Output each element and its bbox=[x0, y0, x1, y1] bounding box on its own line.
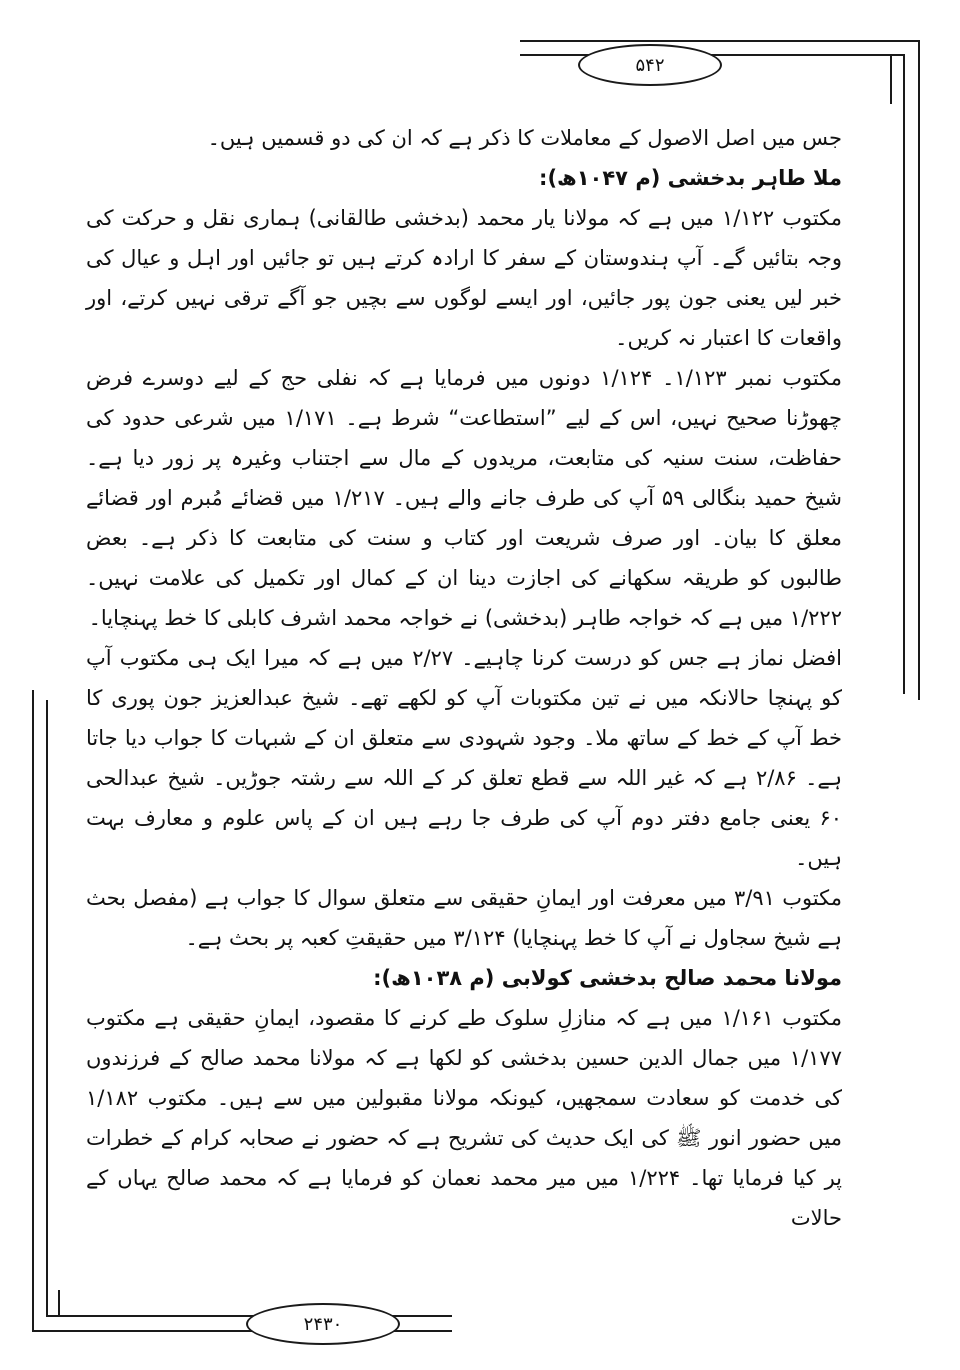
page-body-text bbox=[86, 118, 842, 1268]
frame-left-line-third bbox=[58, 1290, 60, 1315]
section-heading-mulla-tahir: ملا طاہر بدخشی (م ۱۰۴۷ھ): bbox=[539, 166, 842, 190]
frame-right-line-outer bbox=[918, 40, 920, 700]
frame-left-line-inner bbox=[46, 700, 48, 1315]
paragraph-afzal-namaz: افضل نماز ہے جس کو درست کرنا چاہیے۔ ۲/۲۷ میں ہے کہ میرا ایک ہی مکتوب آپ کو پہنچا حالانکہ میں نے تین مکتوبات آپ کو لکھے تھے۔ شیخ عبدالعزیز جون پوری کا خط آپ کے خط کے ساتھ ملا۔ وجود شہودی سے متعلق ان کے شبہات کا جواب دیا جاتا ہے۔ ۲/۸۶ ہے کہ غیر اللہ سے قطع تعلق کر کے اللہ سے رشتہ جوڑیں۔ شیخ عبدالحی ۶۰ یعنی جامع دفتر دوم آپ کی طرف جا رہے ہیں ان کے پاس علوم و معارف بہت ہیں۔ bbox=[86, 646, 843, 870]
frame-right-line-inner bbox=[903, 54, 905, 694]
page-number-bottom: ۲۴۳۰ bbox=[246, 1303, 400, 1345]
frame-left-line-outer bbox=[32, 690, 34, 1330]
frame-right-line-third bbox=[890, 54, 892, 104]
page-number-top: ۵۴۲ bbox=[578, 44, 722, 86]
paragraph-maktub-3-91: مکتوب ۳/۹۱ میں معرفت اور ایمانِ حقیقی سے متعلق سوال کا جواب ہے (مفصل بحث ہے شیخ سجاول نے آپ کا خط پہنچایا) ۳/۱۲۴ میں حقیقتِ کعبہ پر بحث ہے۔ bbox=[86, 886, 842, 950]
paragraph-maktub-122: مکتوب ۱/۱۲۲ میں ہے کہ مولانا یار محمد (بدخشی طالقانی) ہماری نقل و حرکت کی وجہ بتائیں گے۔ آپ ہندوستان کے سفر کا ارادہ کرتے ہیں تو جائیں اور اہل و عیال کی خبر لیں یعنی جون پور جائیں، اور ایسے لوگوں سے بچیں جو آگے ترقی نہیں کرتے، اور واقعات کا اعتبار نہ کریں۔ bbox=[86, 206, 842, 350]
paragraph-maktub-161: مکتوب ۱/۱۶۱ میں ہے کہ منازلِ سلوک طے کرنے کا مقصود، ایمانِ حقیقی ہے مکتوب ۱/۱۷۷ میں جمال الدین حسین بدخشی کو لکھا ہے کہ مولانا محمد صالح کے فرزندوں کی خدمت کو سعادت سمجھیں، کیونکہ مولانا مقبولین میں سے ہیں۔ مکتوب ۱/۱۸۲ میں حضور انور ﷺ کی ایک حدیث کی تشریح ہے کہ حضور نے صحابہ کرام کے خطرات پر کیا فرمایا تھا۔ ۱/۲۲۴ میں میر محمد نعمان کو فرمایا ہے کہ محمد صالح یہاں کے حالات bbox=[86, 1006, 842, 1230]
paragraph-intro: جس میں اصل الاصول کے معاملات کا ذکر ہے کہ ان کی دو قسمیں ہیں۔ bbox=[207, 126, 842, 150]
section-heading-muhammad-salih: مولانا محمد صالح بدخشی کولابی (م ۱۰۳۸ھ): bbox=[373, 966, 842, 990]
frame-top-line-outer bbox=[520, 40, 920, 42]
paragraph-maktub-123: مکتوب نمبر ۱/۱۲۳۔ ۱/۱۲۴ دونوں میں فرمایا ہے کہ نفلی حج کے لیے دوسرے فرض چھوڑنا صحیح نہیں، اس کے لیے ”استطاعت“ شرط ہے۔ ۱/۱۷۱ میں شرعی حدود کی حفاظت، سنت سنیہ کی متابعت، مریدوں کے مال سے اجتناب وغیرہ پر زور دیا ہے۔ شیخ حمید بنگالی ۵۹ آپ کی طرف جانے والے ہیں۔ ۱/۲۱۷ میں قضائے مُبرم اور قضائے معلق کا بیان۔ اور صرف شریعت اور کتاب و سنت کی متابعت کا ذکر ہے۔ بعض طالبوں کو طریقہ سکھانے کی اجازت دینا ان کے کمال اور تکمیل کی علامت نہیں۔ ۱/۲۲۲ میں ہے کہ خواجہ طاہر (بدخشی) نے خواجہ محمد اشرف کابلی کا خط پہنچایا۔ bbox=[86, 366, 842, 630]
